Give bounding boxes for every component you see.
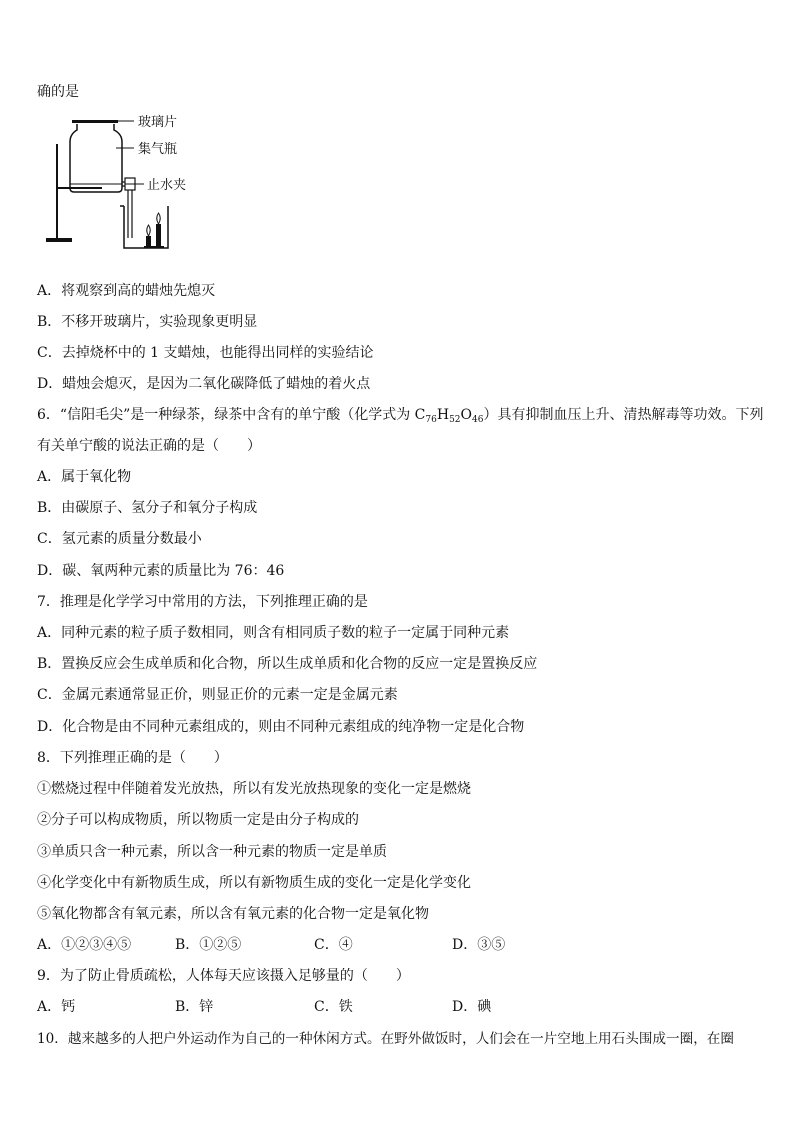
glass-plate-label: 玻璃片	[138, 115, 178, 130]
q9-option-a: A．钙	[37, 999, 76, 1015]
q8-option-a: A．①②③④⑤	[37, 937, 132, 953]
q5-option-b: B．不移开玻璃片，实验现象更明显	[37, 314, 258, 330]
q6-option-a: A．属于氧化物	[37, 469, 132, 485]
q7-stem: 7．推理是化学学习中常用的方法，下列推理正确的是	[37, 594, 368, 610]
q8-statement-4: ④化学变化中有新物质生成，所以有新物质生成的变化一定是化学变化	[37, 875, 471, 891]
q8-option-c: C．④	[314, 937, 353, 953]
q9-option-b: B．锌	[175, 999, 214, 1015]
q5-option-d: D．蜡烛会熄灭，是因为二氧化碳降低了蜡烛的着火点	[37, 376, 371, 392]
q8-statement-1: ①燃烧过程中伴随着发光放热，所以有发光放热现象的变化一定是燃烧	[37, 781, 471, 797]
q9-option-c: C．铁	[314, 999, 353, 1015]
q6-stem-line2: 有关单宁酸的说法正确的是（ ）	[37, 438, 261, 454]
q9-option-d: D．碘	[452, 999, 492, 1015]
water-clip-label: 止水夹	[147, 178, 187, 193]
glass-plate-shape	[72, 120, 118, 123]
stand-base	[46, 238, 72, 242]
q7-option-d: D．化合物是由不同种元素组成的，则由不同种元素组成的纯净物一定是化合物	[37, 719, 525, 735]
q6-option-d: D．碳、氧两种元素的质量比为 76：46	[37, 563, 285, 579]
q6-stem-line1: 6．“信阳毛尖”是一种绿茶，绿茶中含有的单宁酸（化学式为 $C_{76}H_{52}O_{46}$）具有抑制血压上升、清热解毒等功效。下列	[37, 407, 764, 425]
apparatus-diagram	[40, 112, 230, 252]
q10-stem: 10．越来越多的人把户外运动作为自己的一种休闲方式。在野外做饭时，人们会在一片空地上用石头围成一圈，在圈	[37, 1031, 734, 1047]
gas-bottle-label: 集气瓶	[138, 142, 178, 157]
q5-option-c: C．去掉烧杯中的 1 支蜡烛，也能得出同样的实验结论	[37, 345, 374, 361]
q8-statement-5: ⑤氧化物都含有氧元素，所以含有氧元素的化合物一定是氧化物	[37, 906, 429, 922]
q7-option-c: C．金属元素通常显正价，则显正价的元素一定是金属元素	[37, 687, 398, 703]
q8-statement-3: ③单质只含一种元素，所以含一种元素的物质一定是单质	[37, 844, 387, 860]
q9-stem: 9．为了防止骨质疏松，人体每天应该摄入足够量的（ ）	[37, 968, 410, 984]
q8-stem: 8．下列推理正确的是（ ）	[37, 750, 228, 766]
tall-candle	[156, 224, 161, 248]
q6-option-c: C．氢元素的质量分数最小	[37, 531, 202, 547]
q7-option-a: A．同种元素的粒子质子数相同，则含有相同质子数的粒子一定属于同种元素	[37, 625, 510, 641]
q8-option-d: D．③⑤	[452, 937, 506, 953]
q7-option-b: B．置换反应会生成单质和化合物，所以生成单质和化合物的反应一定是置换反应	[37, 656, 538, 672]
short-candle-flame	[147, 225, 151, 236]
question-intro-text: 确的是	[37, 84, 79, 100]
q5-option-a: A．将观察到高的蜡烛先熄灭	[37, 283, 216, 299]
q6-option-b: B．由碳原子、氢分子和氧分子构成	[37, 500, 258, 516]
tall-candle-flame	[157, 213, 161, 224]
gas-bottle-shape	[70, 124, 122, 192]
q8-statement-2: ②分子可以构成物质，所以物质一定是由分子构成的	[37, 812, 359, 828]
apparatus-figure	[40, 112, 230, 252]
q8-option-b: B．①②⑤	[175, 937, 242, 953]
